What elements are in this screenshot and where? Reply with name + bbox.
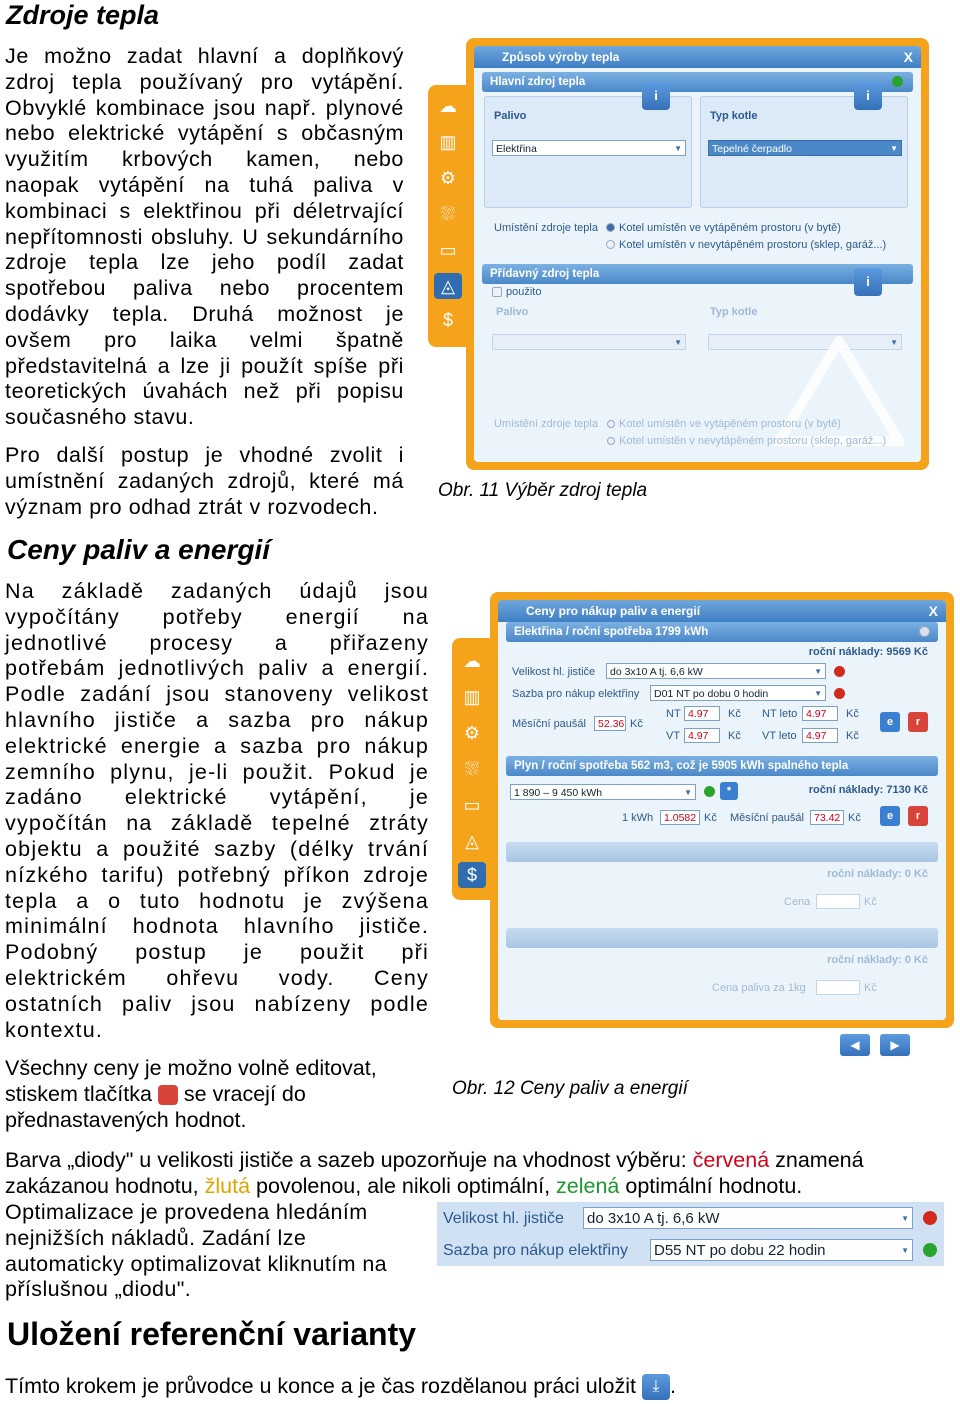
gas-monthly-input[interactable]: 73.42 — [810, 810, 844, 825]
strip-breaker-diode[interactable] — [923, 1211, 937, 1225]
fuel-label: Palivo — [494, 110, 527, 122]
fuel2-select[interactable] — [492, 334, 686, 350]
info-button-boiler[interactable]: i — [854, 82, 882, 110]
vt-input[interactable]: 4.97 — [684, 728, 720, 743]
text-diodes-a: Barva „diody" u velikosti jističe a sazeb upozorňuje na vhodnost výběru: — [5, 1148, 693, 1172]
paragraph-prices — [5, 579, 429, 1043]
kc-unit: Kč — [728, 708, 741, 720]
kc-unit: Kč — [848, 812, 861, 824]
placement2-opt2: Kotel umístěn v nevytápěném prostoru (sklep, garáž...) — [619, 435, 887, 447]
used-checkbox[interactable] — [492, 287, 502, 297]
cloud-icon[interactable]: ☁ — [463, 651, 481, 671]
cloud-icon[interactable]: ☁ — [439, 96, 457, 116]
fuel2-label: Palivo — [496, 306, 529, 318]
strip-tariff-label: Sazba pro nákup elektřiny — [443, 1242, 628, 1259]
gear-icon[interactable]: ⚙ — [439, 168, 457, 188]
tariff-label: Sazba pro nákup elektřiny — [512, 688, 640, 700]
text-prices: Na základě zadaných údajů jsou vypočítány potřeby energií na jednotlivé procesy a přiřazeny potřebám jednotlivých paliv a energií. Podle zadání jsou stanoveny velikost hlavního jističe a sazba pro nákup elektrické energie a sazba pro nákup zemního plynu, je-li použit. Pokud je zadáno elektrické vytápění, je vypočítán na základě tepelné ztráty objektu a použité sazby (délky trvání nízkého tarifu) potřebný příkon zdroje tepla a o tuto hodnotu je zvýšena minimální hodnota hlavního jističe. Podobný postup je použit při elektrickém ohřevu vody. Ceny ostatních paliv jsou nabízeny podle kontextu. — [5, 579, 429, 1042]
placement2-opt1: Kotel umístěn ve vytápěném prostoru (v bytě) — [619, 418, 841, 430]
radio2-in-flat[interactable] — [607, 420, 615, 428]
strip-tariff-diode[interactable] — [923, 1243, 937, 1257]
tv-icon[interactable]: ▭ — [439, 240, 457, 260]
gas-section — [506, 756, 938, 776]
fig12-window-body — [498, 600, 946, 1020]
kwh-price-input[interactable]: 1.0582 — [660, 810, 700, 825]
breaker-status-diode[interactable] — [834, 666, 845, 677]
fig11-titlebar — [474, 46, 921, 68]
strip-breaker-select[interactable]: do 3x10 A tj. 6,6 kW ▼ — [583, 1207, 913, 1229]
paragraph-diodes — [5, 1148, 955, 1200]
vt-label: VT — [666, 730, 681, 742]
paragraph-placement — [5, 443, 404, 520]
fig11-title: Způsob výroby tepla — [502, 50, 620, 64]
text-diodes-c: povolenou, ale nikoli optimální, — [250, 1173, 557, 1198]
main-source-title: Hlavní zdroj tepla — [490, 76, 586, 88]
fuel4-price-input[interactable] — [816, 980, 860, 995]
boiler2-label: Typ kotle — [710, 306, 758, 318]
fuel4-section — [506, 928, 938, 948]
electricity-cost: roční náklady: 9569 Kč — [808, 646, 928, 658]
section-toggle-icon[interactable] — [919, 626, 930, 637]
vt-summer-label: VT leto — [762, 730, 797, 742]
text-heat-sources-1: Je možno zadat hlavní a doplňkový zdroj tepla používaný pro vytápění. Obvyklé kombinace jsou např. plynové nebo elektrické vytápění s občasným využitím krbových kamen, nebo naopak vytápění na tuhá paliva v kombinaci s elektřinou při déletrvající nepřítomnosti obsluhy. U sekundárního zdroje tepla lze jeho podíl zadat spotřebou paliva nebo procentem dodávky tepla. Druhá možnost je ovšem pro laika velmi špatně představitelná a lze ji použít spíše při teoretických úvahách než při popisu současného stavu. — [5, 44, 404, 430]
gas-range-select[interactable]: 1 890 – 9 450 kWh ▼ — [510, 784, 696, 800]
extra-source-section — [482, 264, 913, 284]
figure-11-caption: Obr. 11 Výběr zdroj tepla — [438, 480, 648, 501]
kc-unit: Kč — [728, 730, 741, 742]
text-edit-prices-2: se vracejí do přednastavených hodnot. — [5, 1081, 306, 1132]
close-icon[interactable]: X — [928, 603, 938, 619]
radio2-unheated[interactable] — [607, 437, 615, 445]
dollar-icon[interactable]: $ — [442, 310, 453, 330]
main-source-section — [482, 72, 913, 92]
fig12-titlebar — [498, 600, 946, 622]
reset-button-icon — [158, 1085, 178, 1105]
tv-icon[interactable]: ▭ — [463, 795, 481, 815]
dollar-icon[interactable]: $ — [458, 862, 486, 888]
fuel3-section — [506, 842, 938, 862]
text-yellow: žlutá — [204, 1173, 251, 1198]
save-icon: ⤓ — [642, 1374, 670, 1400]
kc-unit: Kč — [630, 718, 643, 730]
breaker-label: Velikost hl. jističe — [512, 666, 596, 678]
text-red: červená — [692, 1148, 770, 1172]
fuel3-price-input[interactable] — [816, 894, 860, 909]
prev-button[interactable]: ◀ — [840, 1034, 870, 1056]
fig11-window-body — [474, 46, 921, 462]
used-label: použito — [506, 286, 542, 298]
fig12-side-toolbar — [452, 638, 492, 900]
gas-title: Plyn / roční spotřeba 562 m3, což je 5905 kWh spalného tepla — [514, 760, 849, 772]
info-button-fuel[interactable]: i — [642, 82, 670, 110]
text-save: Tímto krokem je průvodce u konce a je čas rozdělanou práci uložit — [5, 1374, 636, 1398]
fig12-window — [490, 592, 954, 1028]
text-diodes-d: optimální hodnotu. — [619, 1173, 803, 1198]
tariff-status-diode[interactable] — [834, 688, 845, 699]
fuel3-price-label: Cena — [784, 896, 811, 908]
text-edit-prices-1: Všechny ceny je možno volně editovat, stiskem tlačítka — [5, 1056, 377, 1106]
kc-unit: Kč — [864, 896, 877, 908]
heading-ulozeni: Uložení referenční varianty — [7, 1316, 417, 1352]
gear-icon[interactable]: ⚙ — [463, 723, 481, 743]
nt-summer-label: NT leto — [762, 708, 798, 720]
kc-unit: Kč — [704, 812, 717, 824]
figure-12-caption: Obr. 12 Ceny paliv a energií — [452, 1078, 688, 1099]
status-dot — [892, 76, 903, 87]
placement-opt2: Kotel umístěn v nevytápěném prostoru (sklep, garáž...) — [619, 239, 887, 251]
fig12-title: Ceny pro nákup paliv a energií — [526, 604, 701, 618]
shower-icon[interactable]: ⛆ — [464, 759, 480, 779]
triangle-icon[interactable]: ◬ — [434, 273, 462, 299]
nt-summer-input[interactable]: 4.97 — [802, 706, 838, 721]
kc-unit: Kč — [846, 708, 859, 720]
monthly-fee-input[interactable]: 52.36 — [594, 716, 626, 731]
text-optimization: Optimalizace je provedena hledáním nejnižších nákladů. Zadání lze automaticky optimalizovat kliknutím na příslušnou „diodu". — [5, 1200, 388, 1302]
paragraph-save — [5, 1374, 955, 1400]
placement2-label: Umístění zdroje tepla — [494, 418, 598, 430]
kc-unit: Kč — [864, 982, 877, 994]
electricity-section — [506, 622, 938, 642]
optimized-strip — [437, 1202, 944, 1266]
text-green: zelená — [556, 1173, 620, 1198]
strip-breaker-label: Velikost hl. jističe — [443, 1210, 564, 1227]
radio-in-flat[interactable] — [606, 223, 615, 232]
gas-cost: roční náklady: 7130 Kč — [808, 784, 928, 796]
fuel4-price-label: Cena paliva za 1kg — [712, 982, 806, 994]
fig11-window — [466, 38, 929, 470]
electricity-title: Elektřina / roční spotřeba 1799 kWh — [514, 626, 709, 638]
fuel-select[interactable]: Elektřina ▼ — [492, 140, 686, 156]
info-button-extra[interactable]: i — [854, 268, 882, 296]
monthly-fee-label: Měsíční paušál — [512, 718, 586, 730]
nt-input[interactable]: 4.97 — [684, 706, 720, 721]
extra-source-title: Přídavný zdroj tepla — [490, 268, 600, 280]
heading-zdroje-tepla: Zdroje tepla — [6, 0, 160, 30]
heading-ceny-paliv: Ceny paliv a energií — [7, 534, 270, 565]
radiator-icon[interactable]: ▥ — [439, 132, 457, 152]
text-diodes-b: znamená zakázanou hodnotu, — [5, 1148, 864, 1198]
vt-summer-input[interactable]: 4.97 — [802, 728, 838, 743]
kc-unit: Kč — [846, 730, 859, 742]
edit-button[interactable]: e — [880, 806, 900, 826]
paragraph-optimization — [5, 1200, 425, 1303]
paragraph-heat-sources — [5, 44, 404, 431]
paragraph-edit-prices — [5, 1056, 415, 1133]
tariff-select[interactable]: D01 NT po dobu 0 hodin ▼ — [650, 685, 826, 701]
star-button[interactable]: * — [720, 782, 738, 800]
radiator-icon[interactable]: ▥ — [463, 687, 481, 707]
reset-button[interactable]: r — [908, 712, 928, 732]
text-save-end: . — [669, 1374, 676, 1398]
placement-opt1: Kotel umístěn ve vytápěném prostoru (v bytě) — [619, 222, 841, 234]
radio-unheated[interactable] — [606, 240, 615, 249]
next-button[interactable]: ▶ — [880, 1034, 910, 1056]
close-icon[interactable]: X — [903, 49, 913, 65]
text-placement: Pro další postup je vhodné zvolit i umístnění zadaných zdrojů, které má význam pro odhad ztrát v rozvodech. — [5, 443, 404, 519]
fig11-side-toolbar — [428, 85, 468, 347]
triangle-icon[interactable]: ◬ — [465, 831, 479, 851]
fuel3-cost: roční náklady: 0 Kč — [827, 868, 928, 880]
boiler-select[interactable]: Tepelné čerpadlo ▼ — [708, 140, 902, 156]
strip-tariff-select[interactable]: D55 NT po dobu 22 hodin ▼ — [650, 1239, 913, 1261]
fuel4-cost: roční náklady: 0 Kč — [827, 954, 928, 966]
nt-label: NT — [666, 708, 681, 720]
boiler-label: Typ kotle — [710, 110, 758, 122]
shower-icon[interactable]: ⛆ — [440, 204, 456, 224]
reset-button[interactable]: r — [908, 806, 928, 826]
placement-label: Umístění zdroje tepla — [494, 222, 598, 234]
gas-monthly-label: Měsíční paušál — [730, 812, 804, 824]
kwh-label: 1 kWh — [622, 812, 654, 824]
gas-status-diode[interactable] — [704, 786, 715, 797]
breaker-select[interactable]: do 3x10 A tj. 6,6 kW ▼ — [606, 663, 826, 679]
edit-button[interactable]: e — [880, 712, 900, 732]
